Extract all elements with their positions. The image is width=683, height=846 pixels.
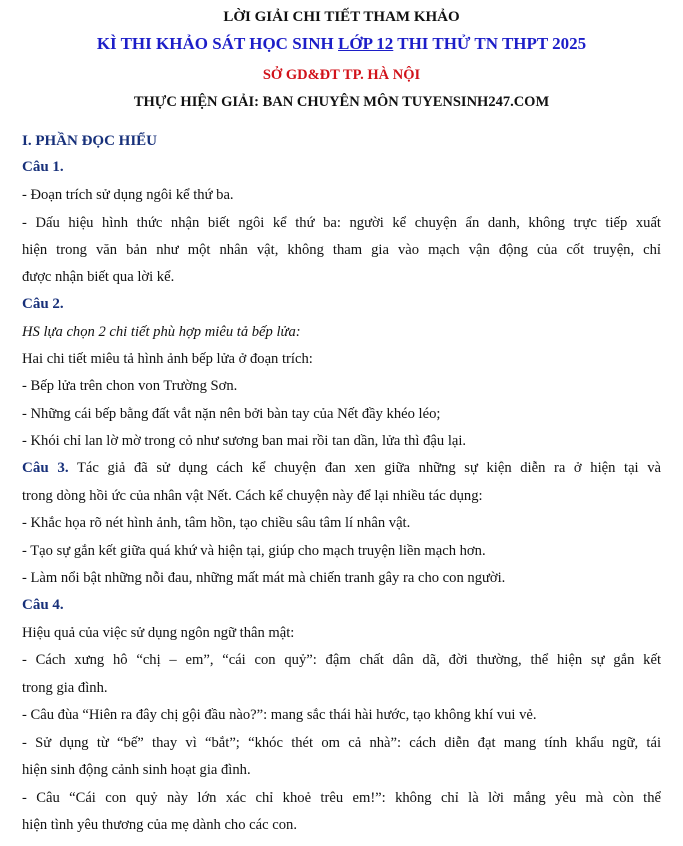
q2-line-3: - Những cái bếp bằng đất vắt nặn nên bởi bàn tay của Nết đầy khéo léo; <box>22 406 441 422</box>
solver-credit: THỰC HIỆN GIẢI: BAN CHUYÊN MÔN TUYENSINH247.COM <box>133 94 550 110</box>
q3-label: Câu 3. <box>22 460 69 476</box>
q3-first-line <box>22 459 661 477</box>
exam-title-prefix: KÌ THI KHẢO SÁT HỌC SINH <box>96 34 339 53</box>
q4-line-1: Hiệu quả của việc sử dụng ngôn ngữ thân mật: <box>22 625 295 641</box>
q2-note: HS lựa chọn 2 chi tiết phù hợp miêu tả bếp lửa: <box>22 324 301 340</box>
q2-line-2: - Bếp lửa trên chon von Trường Sơn. <box>22 378 238 394</box>
q2-label: Câu 2. <box>22 296 64 312</box>
q3-line-1: trong dòng hồi ức của nhân vật Nết. Cách kể chuyện này để lại nhiều tác dụng: <box>22 488 483 504</box>
document-title: LỜI GIẢI CHI TIẾT THAM KHẢO <box>223 9 460 25</box>
q3-first-text: Tác giả đã sử dụng cách kể chuyện đan xen giữa những sự kiện diễn ra ở hiện tại và <box>68 460 661 476</box>
q1-line-1: - Đoạn trích sử dụng ngôi kể thứ ba. <box>22 187 234 203</box>
q4-line-3: trong gia đình. <box>22 680 108 696</box>
section-title: I. PHẦN ĐỌC HIỂU <box>22 133 158 149</box>
q1-line-2: - Dấu hiệu hình thức nhận biết ngôi kể thứ ba: người kể chuyện ẩn danh, không trực tiếp xuất <box>22 215 661 231</box>
q2-line-4: - Khói chỉ lan lờ mờ trong cỏ như sương ban mai rồi tan dần, lửa thì đậu lại. <box>22 433 467 449</box>
q3-line-3: - Tạo sự gắn kết giữa quá khứ và hiện tại, giúp cho mạch truyện liền mạch hơn. <box>22 543 486 559</box>
department-name: SỞ GD&ĐT TP. HÀ NỘI <box>262 67 421 83</box>
q4-label: Câu 4. <box>22 597 64 613</box>
q1-line-4: được nhận biết qua lời kể. <box>22 269 175 285</box>
q1-line-3: hiện trong văn bản như một nhân vật, không tham gia vào mạch vận động của cốt truyện, chỉ <box>22 242 661 258</box>
q3-line-4: - Làm nổi bật những nỗi đau, những mất mát mà chiến tranh gây ra cho con người. <box>22 570 506 586</box>
q4-line-7: - Câu “Cái con quỷ này lớn xác chỉ khoẻ trêu em!”: không chỉ là lời mắng yêu mà còn thể <box>22 790 661 806</box>
q4-line-4: - Câu đùa “Hiên ra đây chị gội đầu nào?”: mang sắc thái hài hước, tạo không khí vui vẻ. <box>22 707 537 723</box>
q2-line-1: Hai chi tiết miêu tả hình ảnh bếp lửa ở đoạn trích: <box>22 351 313 367</box>
q4-line-8: hiện tình yêu thương của mẹ dành cho các con. <box>22 817 297 833</box>
q3-line-2: - Khắc họa rõ nét hình ảnh, tâm hồn, tạo chiều sâu tâm lí nhân vật. <box>22 515 411 531</box>
exam-title-suffix: THI THỬ TN THPT 2025 <box>393 34 587 53</box>
q4-line-5: - Sử dụng từ “bế” thay vì “bắt”; “khóc thét om cả nhà”: cách diễn đạt mang tính khẩu ngữ, tái <box>22 735 661 751</box>
q4-line-6: hiện sinh động cảnh sinh hoạt gia đình. <box>22 762 251 778</box>
exam-title <box>0 35 683 53</box>
q1-label: Câu 1. <box>22 159 64 175</box>
q4-line-2: - Cách xưng hô “chị – em”, “cái con quỷ”: đậm chất dân dã, đời thường, thể hiện sự gắn kết <box>22 652 661 668</box>
exam-grade: LỚP 12 <box>338 34 394 53</box>
